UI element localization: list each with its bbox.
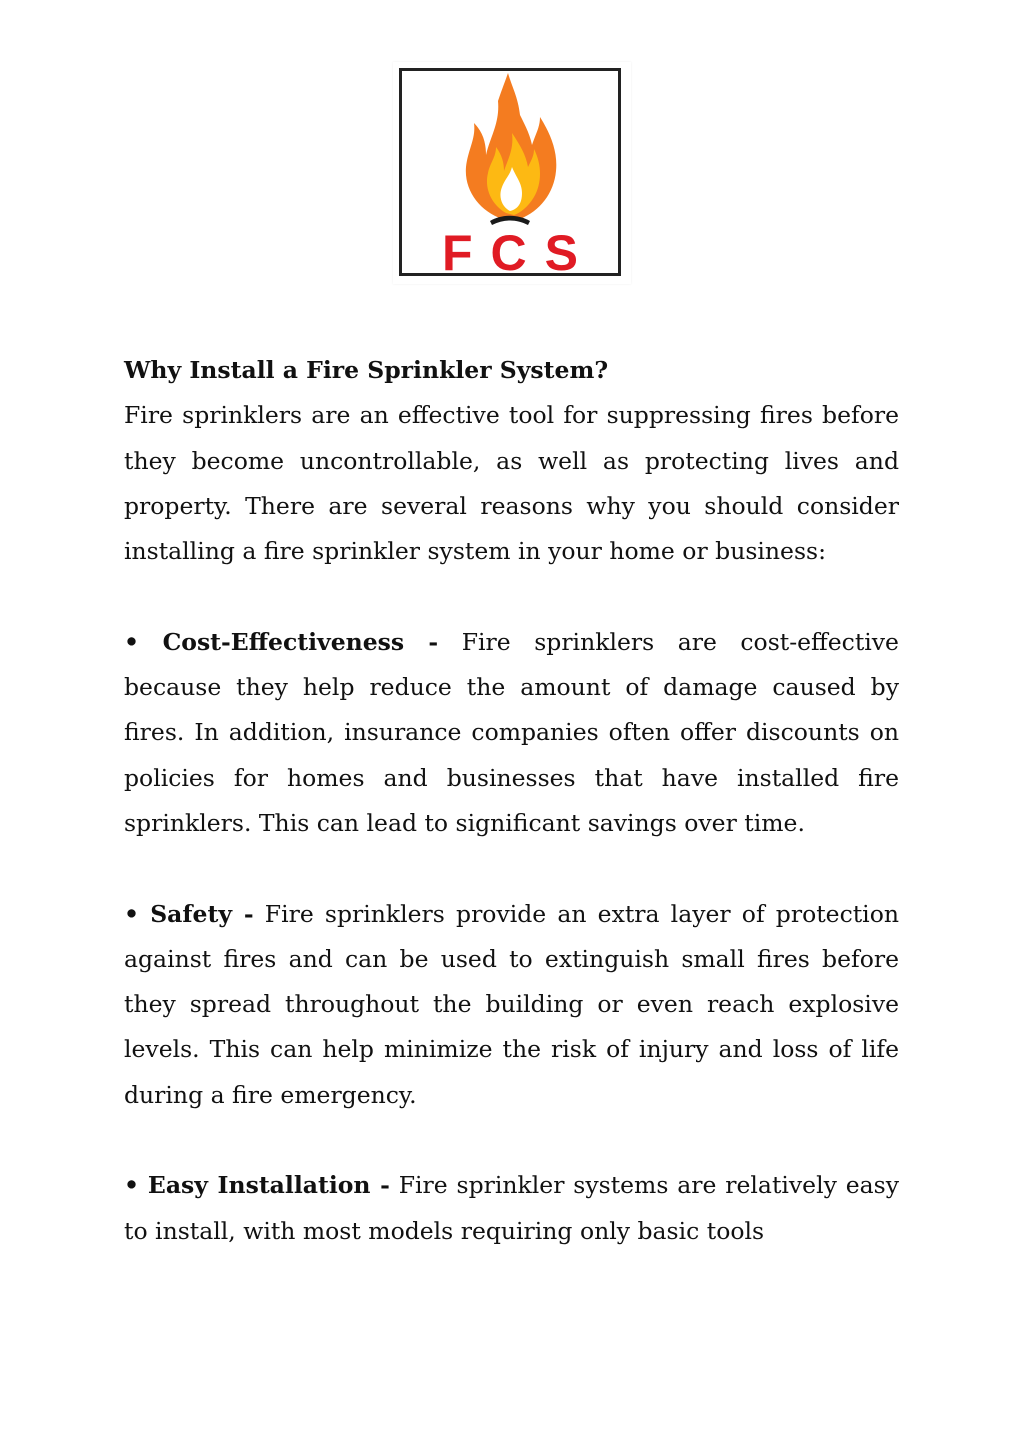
point-term: Easy Installation - <box>147 1171 390 1200</box>
point-text: Fire sprinkler systems are relatively easy to install, with most models requiring only basic tools <box>124 1171 899 1245</box>
logo-text: FCS <box>442 225 596 281</box>
point-cost-effectiveness <box>124 620 899 846</box>
intro-paragraph: Fire sprinklers are an effective tool for suppressing fires before they become uncontrollable, as well as protecting lives and property. There are several reasons why you should consider installing a fire sprinkler system in your home or business: <box>124 401 899 566</box>
spacer <box>124 574 899 619</box>
article-heading: Why Install a Fire Sprinkler System? <box>124 356 609 384</box>
point-term: Cost-Effectiveness - <box>162 627 439 656</box>
point-bullet: • <box>124 899 140 928</box>
point-text: Fire sprinklers provide an extra layer of protection against fires and can be used to extinguish small fires before they spread throughout the building or even reach explosive levels. This can help minimize the risk of injury and loss of life during a fire emergency. <box>124 899 899 1109</box>
point-term: Safety - <box>150 899 254 928</box>
spacer <box>124 1118 899 1163</box>
spacer <box>124 846 899 891</box>
article <box>124 348 899 1254</box>
company-logo <box>393 62 631 284</box>
point-text: Fire sprinklers are cost-effective because they help reduce the amount of damage caused by fires. In addition, insurance companies often offer discounts on policies for homes and businesses that have installed fire sprinklers. This can lead to significant savings over time. <box>124 627 899 837</box>
point-safety <box>124 892 899 1118</box>
point-bullet: • <box>124 1171 140 1200</box>
logo-frame <box>399 68 621 281</box>
point-bullet: • <box>124 627 140 656</box>
point-easy-installation <box>124 1163 899 1254</box>
